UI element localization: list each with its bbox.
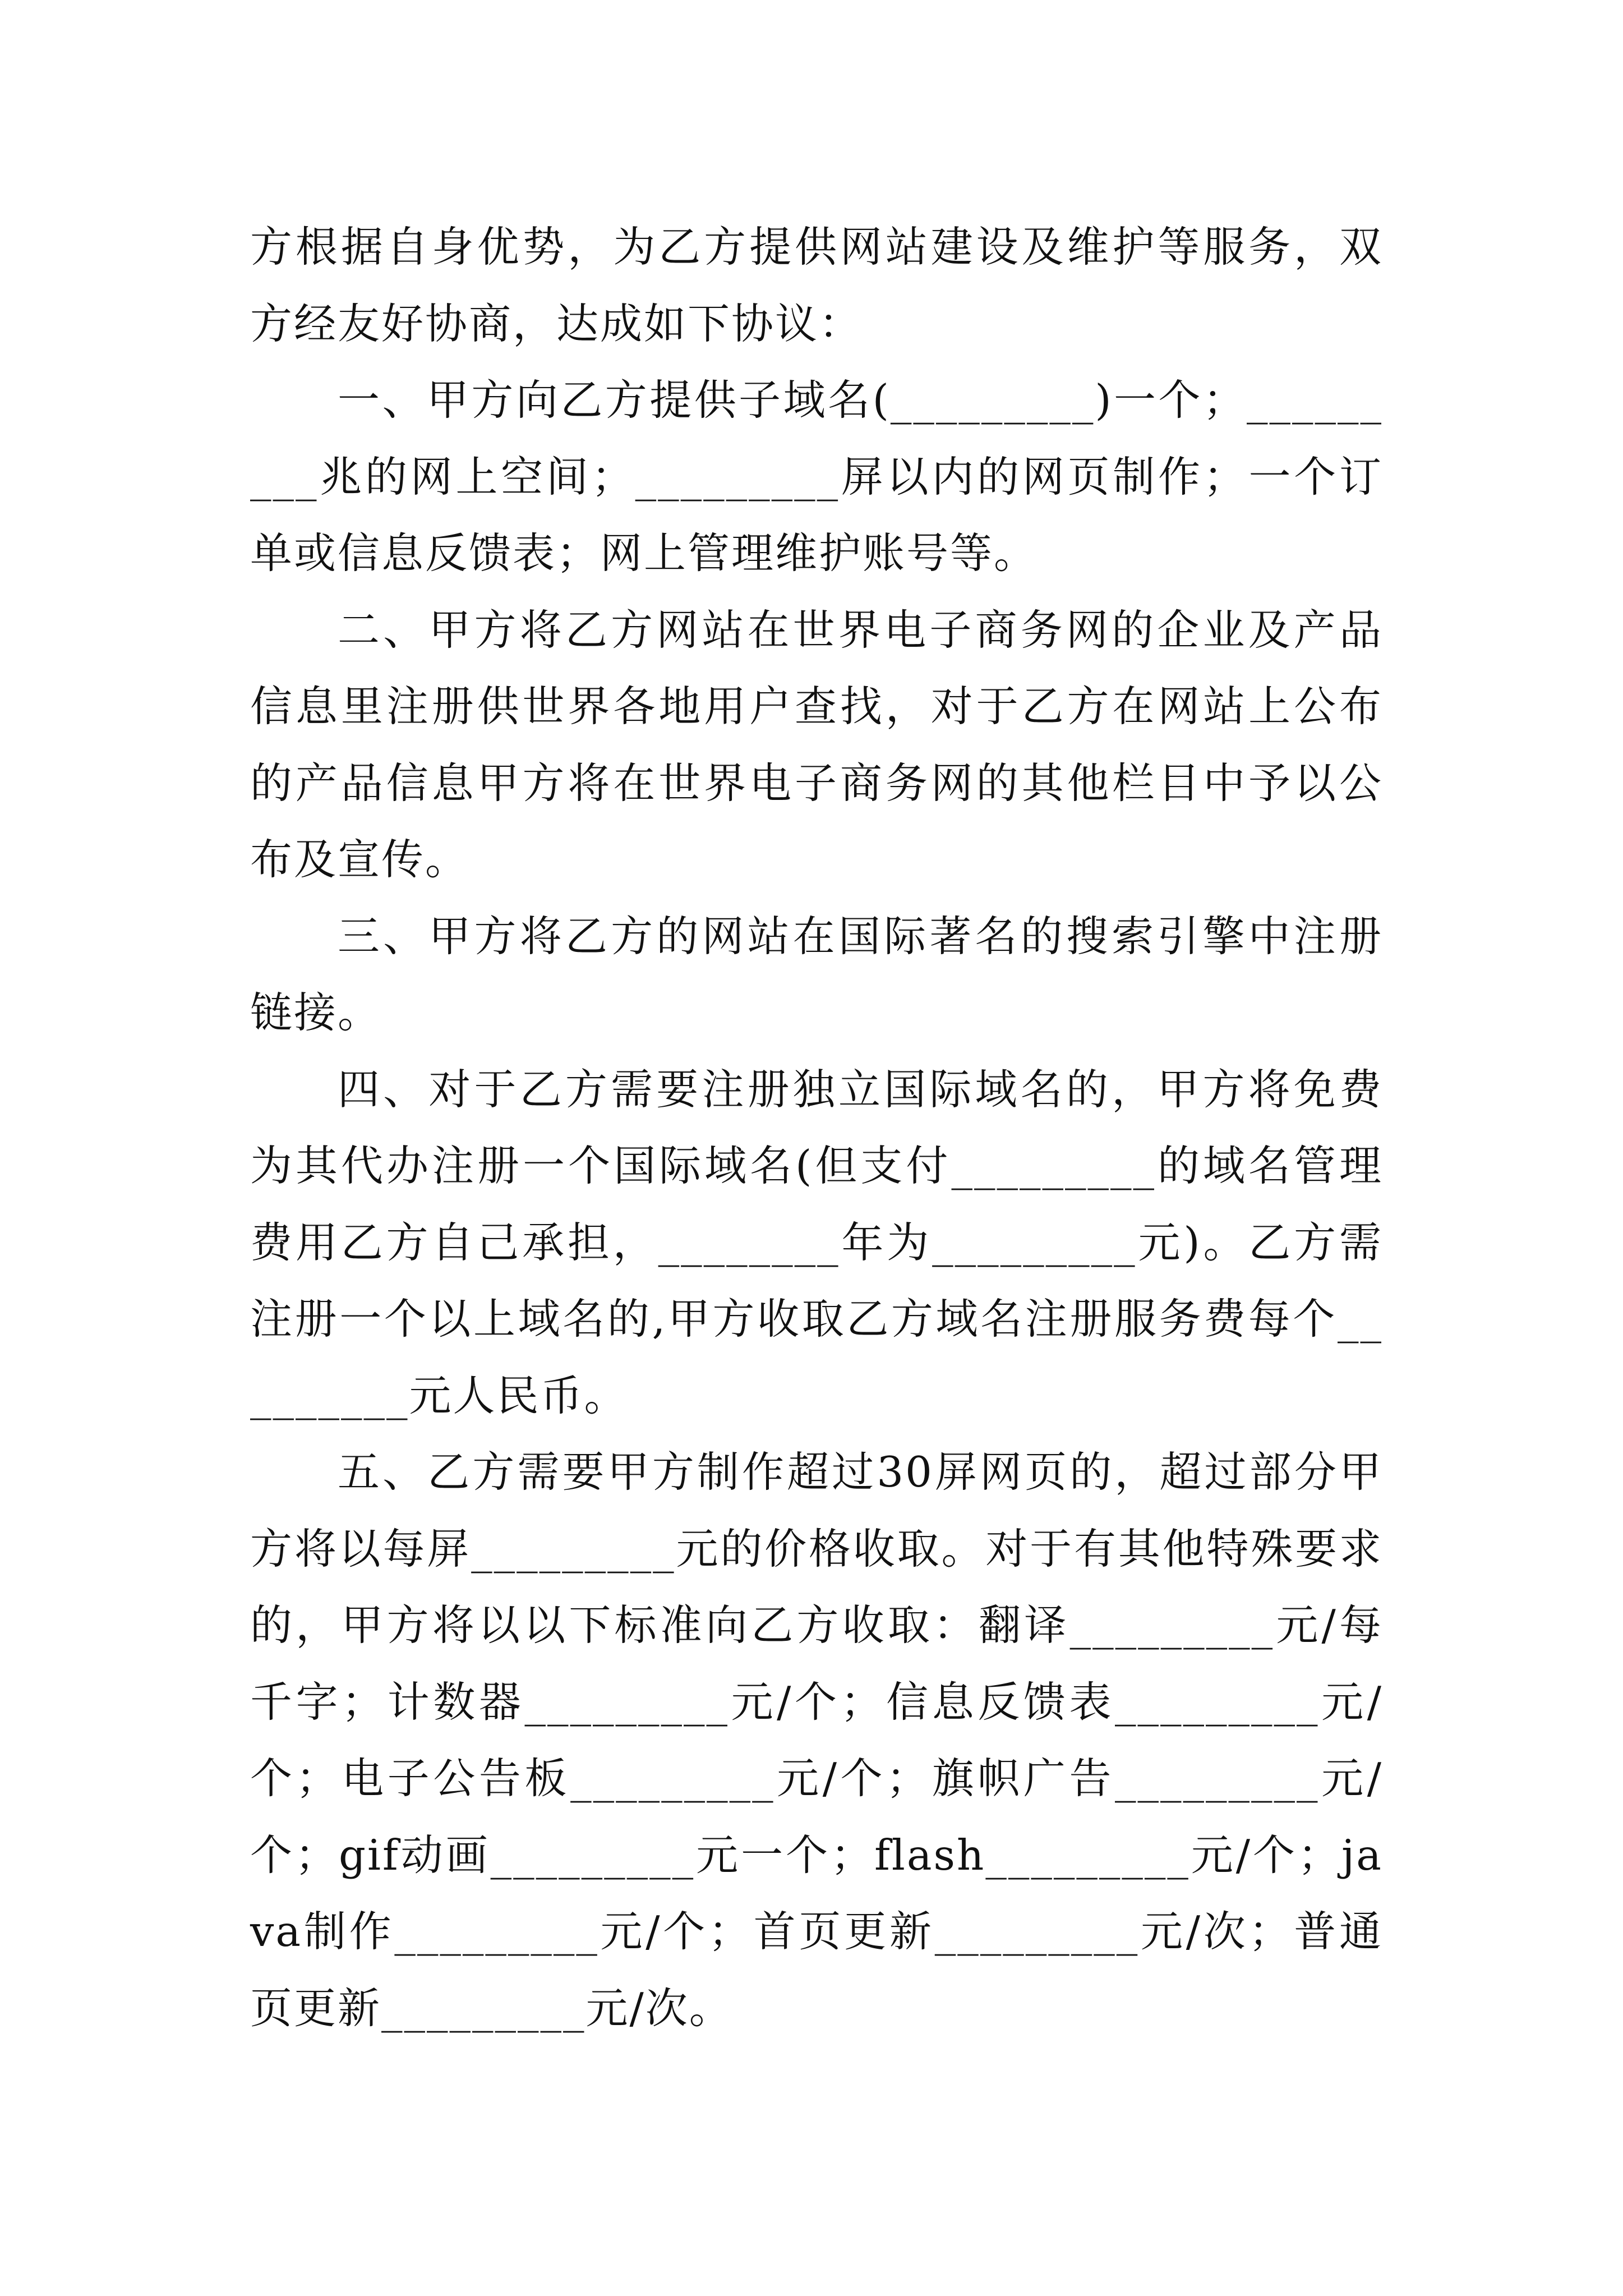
paragraph-clause-1: 一、甲方向乙方提供子域名(_________)一个；_________兆的网上空间；_________屏以内的网页制作；一个订单或信息反馈表；网上管理维护账号等。 bbox=[250, 375, 1383, 578]
paragraph-clause-5: 五、乙方需要甲方制作超过30屏网页的，超过部分甲方将以每屏_________元的价格收取。对于有其他特殊要求的，甲方将以以下标准向乙方收取：翻译_________元/每千字；计数器_________元/个；信息反馈表_________元/个；电子公告板_________元/个；旗帜广告_________元/个；gif动画_________元一个；flash_________元/个；java制作_________元/个；首页更新_________元/次；普通页更新_________元/次。 bbox=[250, 1447, 1383, 2033]
paragraph-intro-continuation: 方根据自身优势，为乙方提供网站建设及维护等服务，双方经友好协商，达成如下协议： bbox=[250, 222, 1383, 348]
document-body bbox=[250, 209, 1383, 2046]
paragraph-clause-2: 二、甲方将乙方网站在世界电子商务网的企业及产品信息里注册供世界各地用户查找，对于乙方在网站上公布的产品信息甲方将在世界电子商务网的其他栏目中予以公布及宣传。 bbox=[250, 605, 1383, 884]
paragraph-clause-4: 四、对于乙方需要注册独立国际域名的，甲方将免费为其代办注册一个国际域名(但支付_________的域名管理费用乙方自己承担，________年为_________元)。乙方需注册一个以上域名的,甲方收取乙方域名注册服务费每个_________元人民币。 bbox=[250, 1064, 1383, 1420]
paragraph-clause-3: 三、甲方将乙方的网站在国际著名的搜索引擎中注册链接。 bbox=[250, 911, 1383, 1037]
